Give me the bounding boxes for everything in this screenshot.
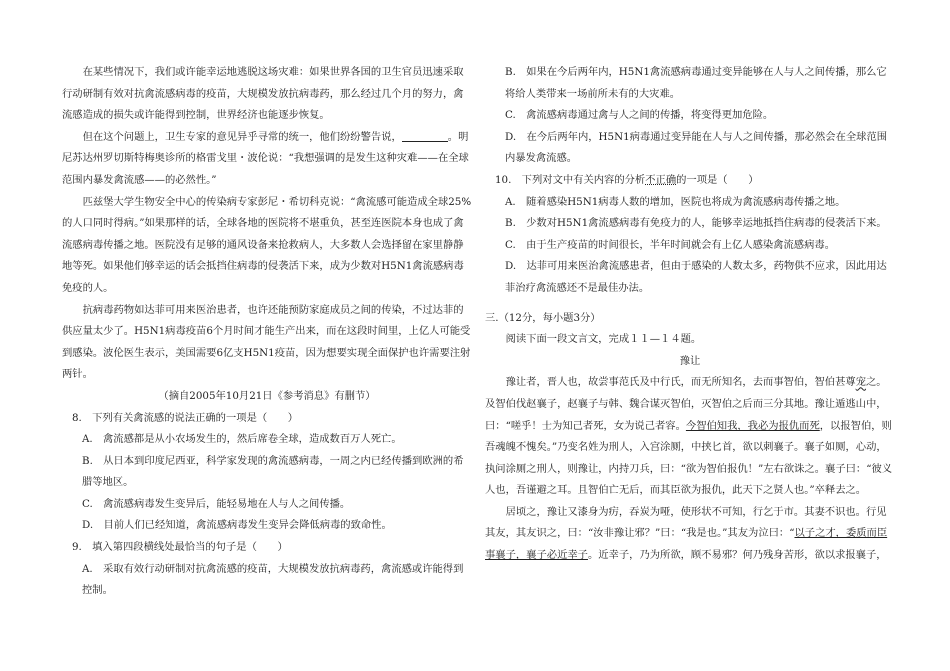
classical-text-1b: 之。及智伯伐赵襄子，赵襄子与韩、魏合谋灭智伯，灭智伯之后而三分其地。豫让遁逃山中，曰：“嗟乎！士为知己者死，女为说己者容。	[485, 376, 887, 432]
classical-text-2a: 居顷之，豫让又漆身为疠，吞炭为哑，使形状不可知，行乞于市。其妻不识也。行见其友，其友识之，曰：“汝非豫让邪？”曰：“我是也。”其友为泣曰：“	[485, 505, 887, 540]
classical-paragraph-1	[485, 372, 895, 502]
question-8-option-a: A. 禽流感都是从小农场发生的，然后席卷全球，造成数百万人死亡。	[82, 433, 402, 446]
question-9: 9. 填入第四段横线处最恰当的句子是（ ）	[72, 541, 288, 554]
fill-blank	[402, 129, 448, 142]
question-9-option-d: D. 在今后两年内，H5N1病毒通过变异能在人与人之间传播，那必然会在全球范围内暴发禽流感。	[505, 130, 888, 165]
question-10	[485, 170, 895, 192]
right-column	[485, 62, 895, 567]
paragraph-1: 在某些情况下，我们或许能幸运地逃脱这场灾难：如果世界各国的卫生官员迅速采取行动研制有效对抗禽流感病毒的疫苗，大规模发放抗病毒药，那么经过几个月的努力，禽流感造成的损失或许能得到控制，世界经济也能逐步恢复。	[62, 66, 464, 122]
question-8-option-b: B. 从日本到印度尼西亚，科学家发现的禽流感病毒，一周之内已经传播到欧洲的希腊等地区。	[82, 454, 464, 489]
question-8-option-d: D. 目前人们已经知道，禽流感病毒发生变异会降低病毒的致命性。	[82, 519, 392, 532]
question-8-option-c: C. 禽流感病毒发生变异后，能轻易地在人与人之间传播。	[82, 497, 351, 510]
passage-title: 豫让	[679, 354, 701, 367]
question-10-start: 10. 下列对文中有关内容的分析	[495, 173, 646, 186]
underlined-sentence-2: 以子之才，委质而臣事襄子，襄子必近幸子	[485, 527, 888, 562]
question-10-option-a: A. 随着感染H5N1病毒人数的增加，医院也将成为禽流感病毒传播之地。	[505, 195, 846, 208]
paragraph-2-start: 但在这个问题上，卫生专家的意见异乎寻常的统一，他们纷纷警告说，	[82, 130, 402, 143]
underlined-sentence-1: 今智伯知我，我必为报仇而死	[685, 419, 820, 432]
question-9-option-a: A. 采取有效行动研制对抗禽流感的疫苗，大规模发放抗病毒药，禽流感或许能得到控制。	[82, 562, 464, 597]
question-9-option-c: C. 禽流感病毒通过禽与人之间的传播，将变得更加危险。	[505, 109, 774, 122]
classical-text-2b: 。近幸子，乃为所欲，顾不易邪？何乃残身苦形，欲以求报襄子，	[587, 549, 887, 562]
paragraph-4: 抗病毒药物如达菲可用来医治患者，也许还能预防家庭成员之间的传染，不过达菲的供应量太少了。H5N1病毒疫苗6个月时间才能生产出来，而在这段时间里，上亿人可能受到感染。波伦医生表示，美国需要6亿支H5N1疫苗，因为想要实现全面保护也许需要注射两针。	[62, 303, 471, 381]
left-column	[62, 62, 472, 602]
question-10-emphasis: 不正确	[645, 173, 677, 186]
question-10-option-c: C. 由于生产疫苗的时间很长，半年时间就会有上亿人感染禽流感病毒。	[505, 238, 835, 251]
marked-character: 宠	[855, 376, 866, 389]
classical-text-1c: ，以报智伯，则吾魂魄不愧矣。”乃变名姓为刑人，入宫涂厕，中挟匕首，欲以刺襄子。襄子如厕，心动，执问涂厕之刑人，则豫让，内持刀兵，曰：“欲为智伯报仇！”左右欲诛之。襄子曰：“彼义人也，吾谨避之耳。且智伯亡无后，而其臣欲为报仇，此天下之贤人也。”卒释去之。	[485, 419, 893, 497]
question-10-option-b: B. 少数对H5N1禽流感病毒有免疫力的人，能够幸运地抵挡住病毒的侵袭活下来。	[505, 217, 887, 230]
paragraph-2	[62, 127, 472, 192]
question-9-option-b: B. 如果在今后两年内，H5N1禽流感病毒通过变异能够在人与人之间传播，那么它将给人类带来一场前所未有的大灾难。	[505, 66, 887, 100]
paragraph-2-end: 。明尼苏达州罗切斯特梅奥诊所的格雷戈里・波伦说：“我想强调的是发生这种灾难——在全球范围内暴发禽流感——的必然性。”	[62, 130, 469, 186]
paragraph-3: 匹兹堡大学生物安全中心的传染病专家彭尼・希切科克说：“禽流感可能造成全球25%的人口同时得病。”如果那样的话，全球各地的医院将不堪重负，甚至连医院本身也成了禽流感病毒传播之地。医院没有足够的通风设备来抢救病人，大多数人会选择留在家里静静地等死。如果他们够幸运的话会抵挡住病毒的侵袭活下来，成为少数对H5N1禽流感病毒免疫的人。	[62, 195, 472, 294]
question-10-end: 的一项是（ ）	[676, 173, 759, 186]
reading-instruction: 阅读下面一段文言文，完成１１—１４题。	[505, 333, 702, 346]
question-8: 8. 下列有关禽流感的说法正确的一项是（ ）	[72, 411, 299, 424]
classical-text-1a: 豫让者，晋人也，故尝事范氏及中行氏，而无所知名，去而事智伯，智伯甚尊	[505, 376, 856, 389]
question-10-option-d: D. 达菲可用来医治禽流感患者，但由于感染的人数太多，药物供不应求，因此用达菲治疗禽流感还不是最佳办法。	[505, 260, 887, 294]
classical-paragraph-2	[485, 502, 895, 567]
section-3-heading: 三.（12分，每小题3分）	[485, 311, 601, 324]
source-note: （摘自2005年10月21日《参考消息》有删节）	[158, 389, 376, 402]
